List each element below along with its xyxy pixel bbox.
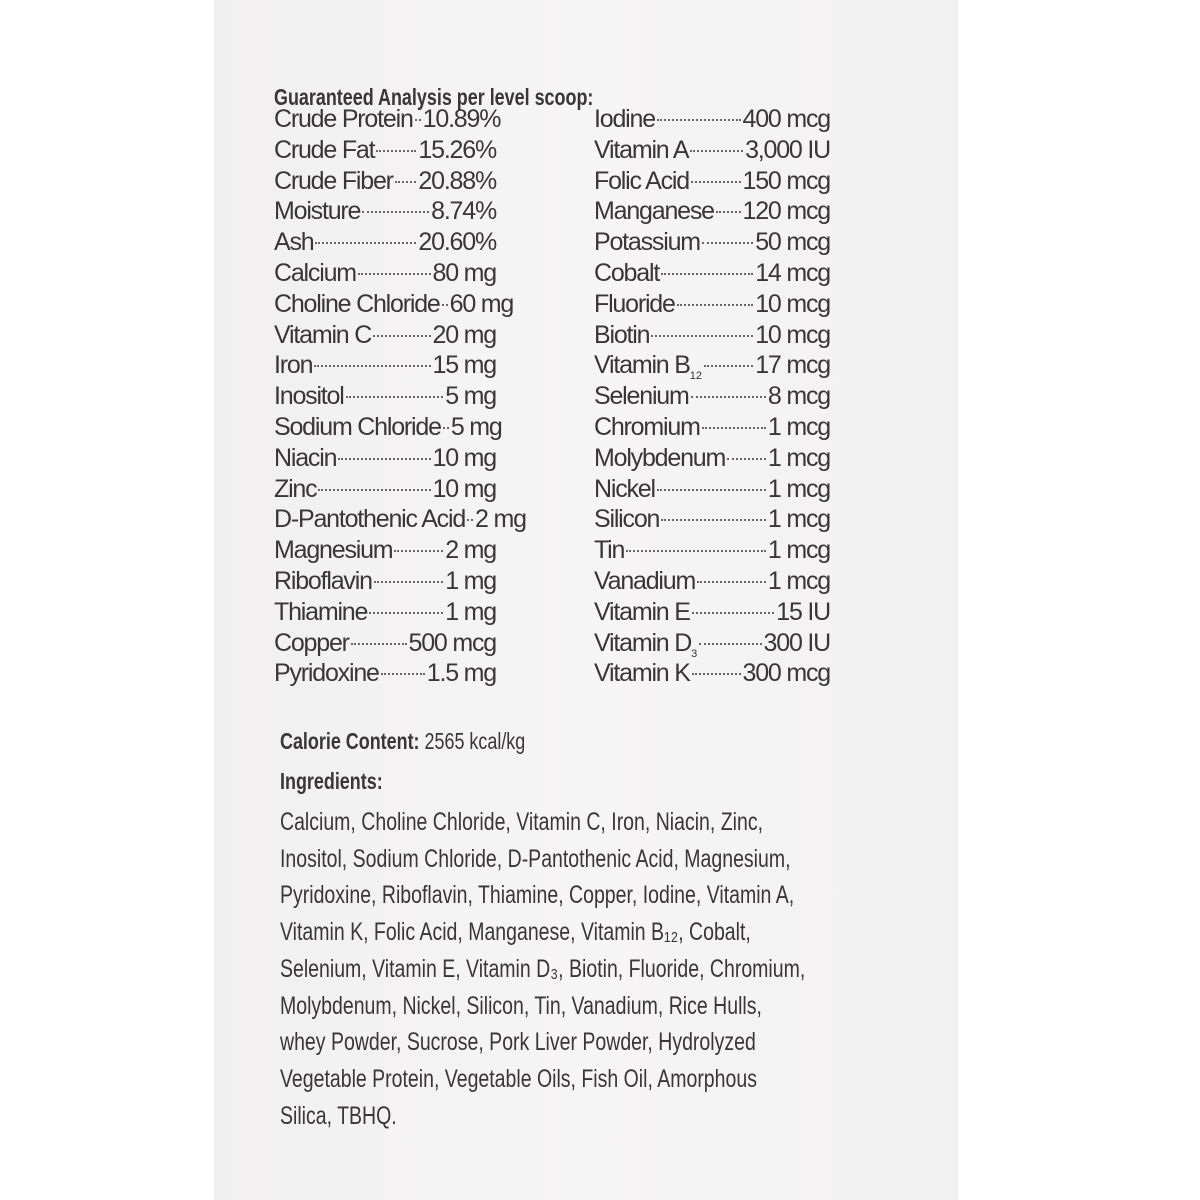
nutrient-value: 8 mcg (767, 382, 830, 411)
nutrient-value: 17 mcg (755, 351, 830, 380)
nutrient-value: 14 mcg (755, 258, 830, 287)
nutrient-row (274, 227, 496, 258)
dot-leader (690, 150, 743, 152)
dot-leader (626, 550, 766, 552)
nutrient-name-text: Crude Fiber (274, 166, 393, 195)
nutrient-name-text: Selenium (594, 382, 689, 411)
nutrient-name (594, 566, 695, 597)
dot-leader (702, 427, 766, 429)
ingredients-list (280, 804, 873, 1134)
nutrient-name (274, 535, 392, 566)
nutrient-name (594, 504, 659, 535)
dot-leader (381, 673, 425, 675)
nutrient-name-text: Pyridoxine (274, 659, 379, 688)
nutrient-name (274, 320, 371, 351)
dot-leader (373, 335, 430, 337)
ingredients-line: Molybdenum, Nickel, Silicon, Tin, Vanadium, Rice Hulls, (280, 991, 762, 1020)
dot-leader (691, 181, 741, 183)
analysis-title: Guaranteed Analysis per level scoop: (274, 84, 594, 110)
nutrient-row (274, 135, 496, 166)
nutrient-name-text: Calcium (274, 258, 356, 287)
nutrient-name-text: Potassium (594, 228, 700, 257)
nutrient-name-text: Chromium (594, 412, 700, 441)
nutrient-name (274, 504, 465, 535)
nutrient-row (594, 320, 830, 351)
nutrient-name (274, 258, 356, 289)
ingredients-line: Inositol, Sodium Chloride, D-Pantothenic Acid, Magnesium, (280, 844, 791, 873)
nutrient-row (274, 535, 496, 566)
nutrient-value: 1 mg (445, 566, 496, 595)
nutrient-row (594, 474, 830, 505)
ingredients-line: whey Powder, Sucrose, Pork Liver Powder, Hydrolyzed (280, 1028, 756, 1057)
nutrient-value: 8.74% (431, 197, 496, 226)
dot-leader (651, 335, 753, 337)
nutrient-value: 1 mcg (767, 505, 830, 534)
nutrient-name (274, 474, 316, 505)
nutrient-name (274, 350, 312, 381)
nutrient-name-text: Moisture (274, 197, 361, 226)
nutrient-name-text: Fluoride (594, 289, 675, 318)
calorie-value: 2565 kcal/kg (424, 728, 526, 754)
analysis-right-column (594, 104, 830, 689)
nutrient-row (274, 350, 496, 381)
nutrient-name (274, 104, 413, 135)
nutrient-name (594, 535, 624, 566)
nutrient-value: 60 mg (449, 289, 514, 318)
nutrient-row (594, 566, 830, 597)
dot-leader (692, 673, 741, 675)
dot-leader (374, 581, 443, 583)
ingredients-line: Vegetable Protein, Vegetable Oils, Fish Oil, Amorphous (280, 1064, 757, 1093)
nutrient-value: 50 mcg (755, 228, 830, 257)
nutrient-name-text: Biotin (594, 320, 650, 349)
nutrient-row (594, 227, 830, 258)
nutrient-name-text: Silicon (594, 505, 660, 534)
nutrient-value: 400 mcg (742, 105, 830, 133)
nutrient-name-text: Vitamin A (594, 135, 689, 164)
nutrient-value: 10 mcg (755, 289, 830, 318)
dot-leader (443, 427, 449, 429)
nutrient-row (274, 597, 496, 628)
nutrient-row (594, 104, 830, 135)
nutrient-name (594, 658, 690, 689)
nutrient-name-text: Zinc (274, 474, 317, 503)
dot-leader (697, 581, 766, 583)
nutrient-row (594, 166, 830, 197)
nutrient-name-text: Manganese (594, 197, 714, 226)
nutrient-subscript: 3 (691, 647, 698, 660)
dot-leader (691, 396, 766, 398)
analysis-left-column (274, 104, 526, 689)
nutrient-row (594, 412, 830, 443)
nutrient-name (594, 597, 690, 628)
nutrient-name-text: D-Pantothenic Acid (274, 505, 466, 534)
calorie-label: Calorie Content: (280, 728, 420, 754)
nutrient-name (274, 381, 344, 412)
nutrient-name-text: Copper (274, 628, 349, 657)
dot-leader (699, 643, 761, 645)
nutrient-row (594, 350, 830, 381)
nutrient-name (274, 658, 379, 689)
nutrient-name (594, 443, 725, 474)
nutrient-value: 1 mcg (767, 412, 830, 441)
dot-leader (442, 304, 448, 306)
dot-leader (395, 181, 417, 183)
nutrient-row (594, 535, 830, 566)
dot-leader (692, 612, 775, 614)
nutrient-row (274, 412, 502, 443)
nutrient-name (594, 412, 700, 443)
nutrient-name (594, 135, 688, 166)
dot-leader (704, 365, 753, 367)
nutrient-name (594, 196, 714, 227)
nutrient-name (594, 258, 659, 289)
dot-leader (376, 150, 416, 152)
dot-leader (702, 242, 753, 244)
nutrient-row (274, 504, 526, 535)
nutrient-name (274, 412, 441, 443)
nutrient-name-text: Sodium Chloride (274, 412, 441, 441)
nutrient-name-text: Vitamin B (594, 351, 690, 380)
nutrient-value: 5 mg (445, 382, 496, 411)
nutrient-name (274, 443, 336, 474)
dot-leader (315, 242, 416, 244)
nutrient-name (274, 628, 349, 659)
nutrient-row (274, 196, 496, 227)
nutrient-row (594, 597, 830, 628)
nutrient-value: 10 mg (432, 474, 496, 503)
nutrient-value: 1 mcg (767, 566, 830, 595)
nutrient-name (594, 474, 655, 505)
nutrient-value: 80 mg (432, 258, 496, 287)
nutrient-name-text: Ash (274, 228, 314, 257)
ingredients-heading: Ingredients: (280, 768, 383, 794)
nutrient-name (274, 227, 313, 258)
nutrient-name-text: Vitamin K (594, 659, 690, 688)
nutrient-value: 20.88% (418, 166, 496, 195)
nutrient-name-text: Thiamine (274, 597, 368, 626)
nutrient-value: 1 mcg (767, 536, 830, 565)
nutrient-name (594, 104, 655, 135)
nutrient-subscript: 12 (689, 370, 702, 383)
nutrient-name-text: Vitamin E (594, 597, 690, 626)
nutrient-value: 1 mcg (767, 443, 830, 472)
nutrient-row (274, 166, 496, 197)
nutrient-name (594, 289, 675, 320)
nutrient-name-text: Iodine (594, 105, 655, 133)
ingredients-line: Silica, TBHQ. (280, 1101, 397, 1130)
nutrient-name-text: Vitamin D (594, 628, 692, 657)
nutrient-name (274, 166, 393, 197)
nutrient-name-text: Magnesium (274, 536, 393, 565)
nutrient-name-text: Vitamin C (274, 320, 372, 349)
nutrient-row (594, 258, 830, 289)
nutrient-value: 2 mg (475, 505, 526, 534)
ingredients-line: Vitamin K, Folic Acid, Manganese, Vitamin B₁₂, Cobalt, (280, 918, 751, 947)
nutrient-name (274, 566, 372, 597)
dot-leader (314, 365, 430, 367)
nutrient-value: 20 mg (432, 320, 496, 349)
nutrient-name (594, 227, 700, 258)
nutrient-name (594, 320, 649, 351)
nutrient-value: 15 IU (776, 597, 830, 626)
nutrient-value: 10.89% (422, 105, 501, 133)
dot-leader (661, 273, 753, 275)
dot-leader (657, 119, 741, 121)
nutrient-name-text: Iron (274, 351, 313, 380)
nutrient-value: 10 mcg (755, 320, 830, 349)
dot-leader (362, 211, 429, 213)
ingredients-line: Selenium, Vitamin E, Vitamin D₃, Biotin, Fluoride, Chromium, (280, 954, 806, 983)
nutrient-name (594, 381, 689, 412)
nutrient-name-text: Tin (594, 536, 625, 565)
nutrient-value: 150 mcg (742, 166, 830, 195)
dot-leader (716, 211, 741, 213)
dot-leader (318, 489, 430, 491)
nutrient-row (594, 289, 830, 320)
dot-leader (351, 643, 407, 645)
dot-leader (394, 550, 443, 552)
dot-leader (657, 489, 766, 491)
nutrient-name-text: Cobalt (594, 258, 660, 287)
nutrient-value: 300 IU (763, 628, 830, 657)
nutrient-row (274, 381, 496, 412)
dot-leader (661, 519, 766, 521)
nutrient-row (274, 320, 496, 351)
nutrient-value: 5 mg (450, 412, 502, 441)
dot-leader (727, 458, 766, 460)
nutrient-name-text: Crude Protein (274, 105, 413, 133)
nutrient-row (274, 658, 496, 689)
nutrient-name-text: Nickel (594, 474, 655, 503)
nutrient-row (594, 628, 830, 659)
nutrient-value: 300 mcg (742, 659, 830, 688)
nutrient-value: 15.26% (418, 135, 496, 164)
nutrient-row (274, 258, 496, 289)
dot-leader (369, 612, 443, 614)
nutrient-row (274, 474, 496, 505)
nutrient-row (594, 658, 830, 689)
nutrient-row (274, 628, 496, 659)
nutrient-name (274, 196, 360, 227)
nutrient-row (594, 196, 830, 227)
nutrient-row (274, 566, 496, 597)
nutrient-row (274, 289, 514, 320)
dot-leader (415, 119, 421, 121)
nutrient-row (594, 381, 830, 412)
dot-leader (338, 458, 430, 460)
nutrient-name-text: Vanadium (594, 566, 696, 595)
ingredients-line: Pyridoxine, Riboflavin, Thiamine, Copper, Iodine, Vitamin A, (280, 881, 795, 910)
nutrient-value: 1 mcg (767, 474, 830, 503)
nutrient-name-text: Molybdenum (594, 443, 726, 472)
nutrient-value: 20.60% (418, 228, 496, 257)
nutrient-name (274, 289, 440, 320)
nutrient-value: 3,000 IU (745, 135, 830, 164)
nutrient-value: 500 mcg (408, 628, 496, 657)
nutrient-row (274, 104, 501, 135)
nutrient-value: 15 mg (432, 351, 496, 380)
nutrient-value: 2 mg (445, 536, 496, 565)
nutrient-name-text: Niacin (274, 443, 337, 472)
nutrient-value: 10 mg (432, 443, 496, 472)
nutrient-name-text: Choline Chloride (274, 289, 440, 318)
nutrient-value: 120 mcg (742, 197, 830, 226)
ingredients-line: Calcium, Choline Chloride, Vitamin C, Iron, Niacin, Zinc, (280, 808, 763, 836)
dot-leader (346, 396, 444, 398)
dot-leader (358, 273, 431, 275)
nutrient-name (274, 135, 374, 166)
nutrient-name (274, 597, 367, 628)
nutrient-row (594, 443, 830, 474)
calorie-content (280, 728, 525, 755)
nutrient-name-text: Crude Fat (274, 135, 375, 164)
nutrient-row (594, 504, 830, 535)
dot-leader (467, 519, 473, 521)
nutrient-name (594, 166, 689, 197)
nutrient-value: 1 mg (445, 597, 496, 626)
nutrient-row (274, 443, 496, 474)
dot-leader (677, 304, 753, 306)
nutrient-value: 1.5 mg (426, 659, 496, 688)
nutrient-name-text: Folic Acid (594, 166, 689, 195)
nutrient-name-text: Inositol (274, 382, 344, 411)
nutrient-row (594, 135, 830, 166)
nutrient-name-text: Riboflavin (274, 566, 372, 595)
